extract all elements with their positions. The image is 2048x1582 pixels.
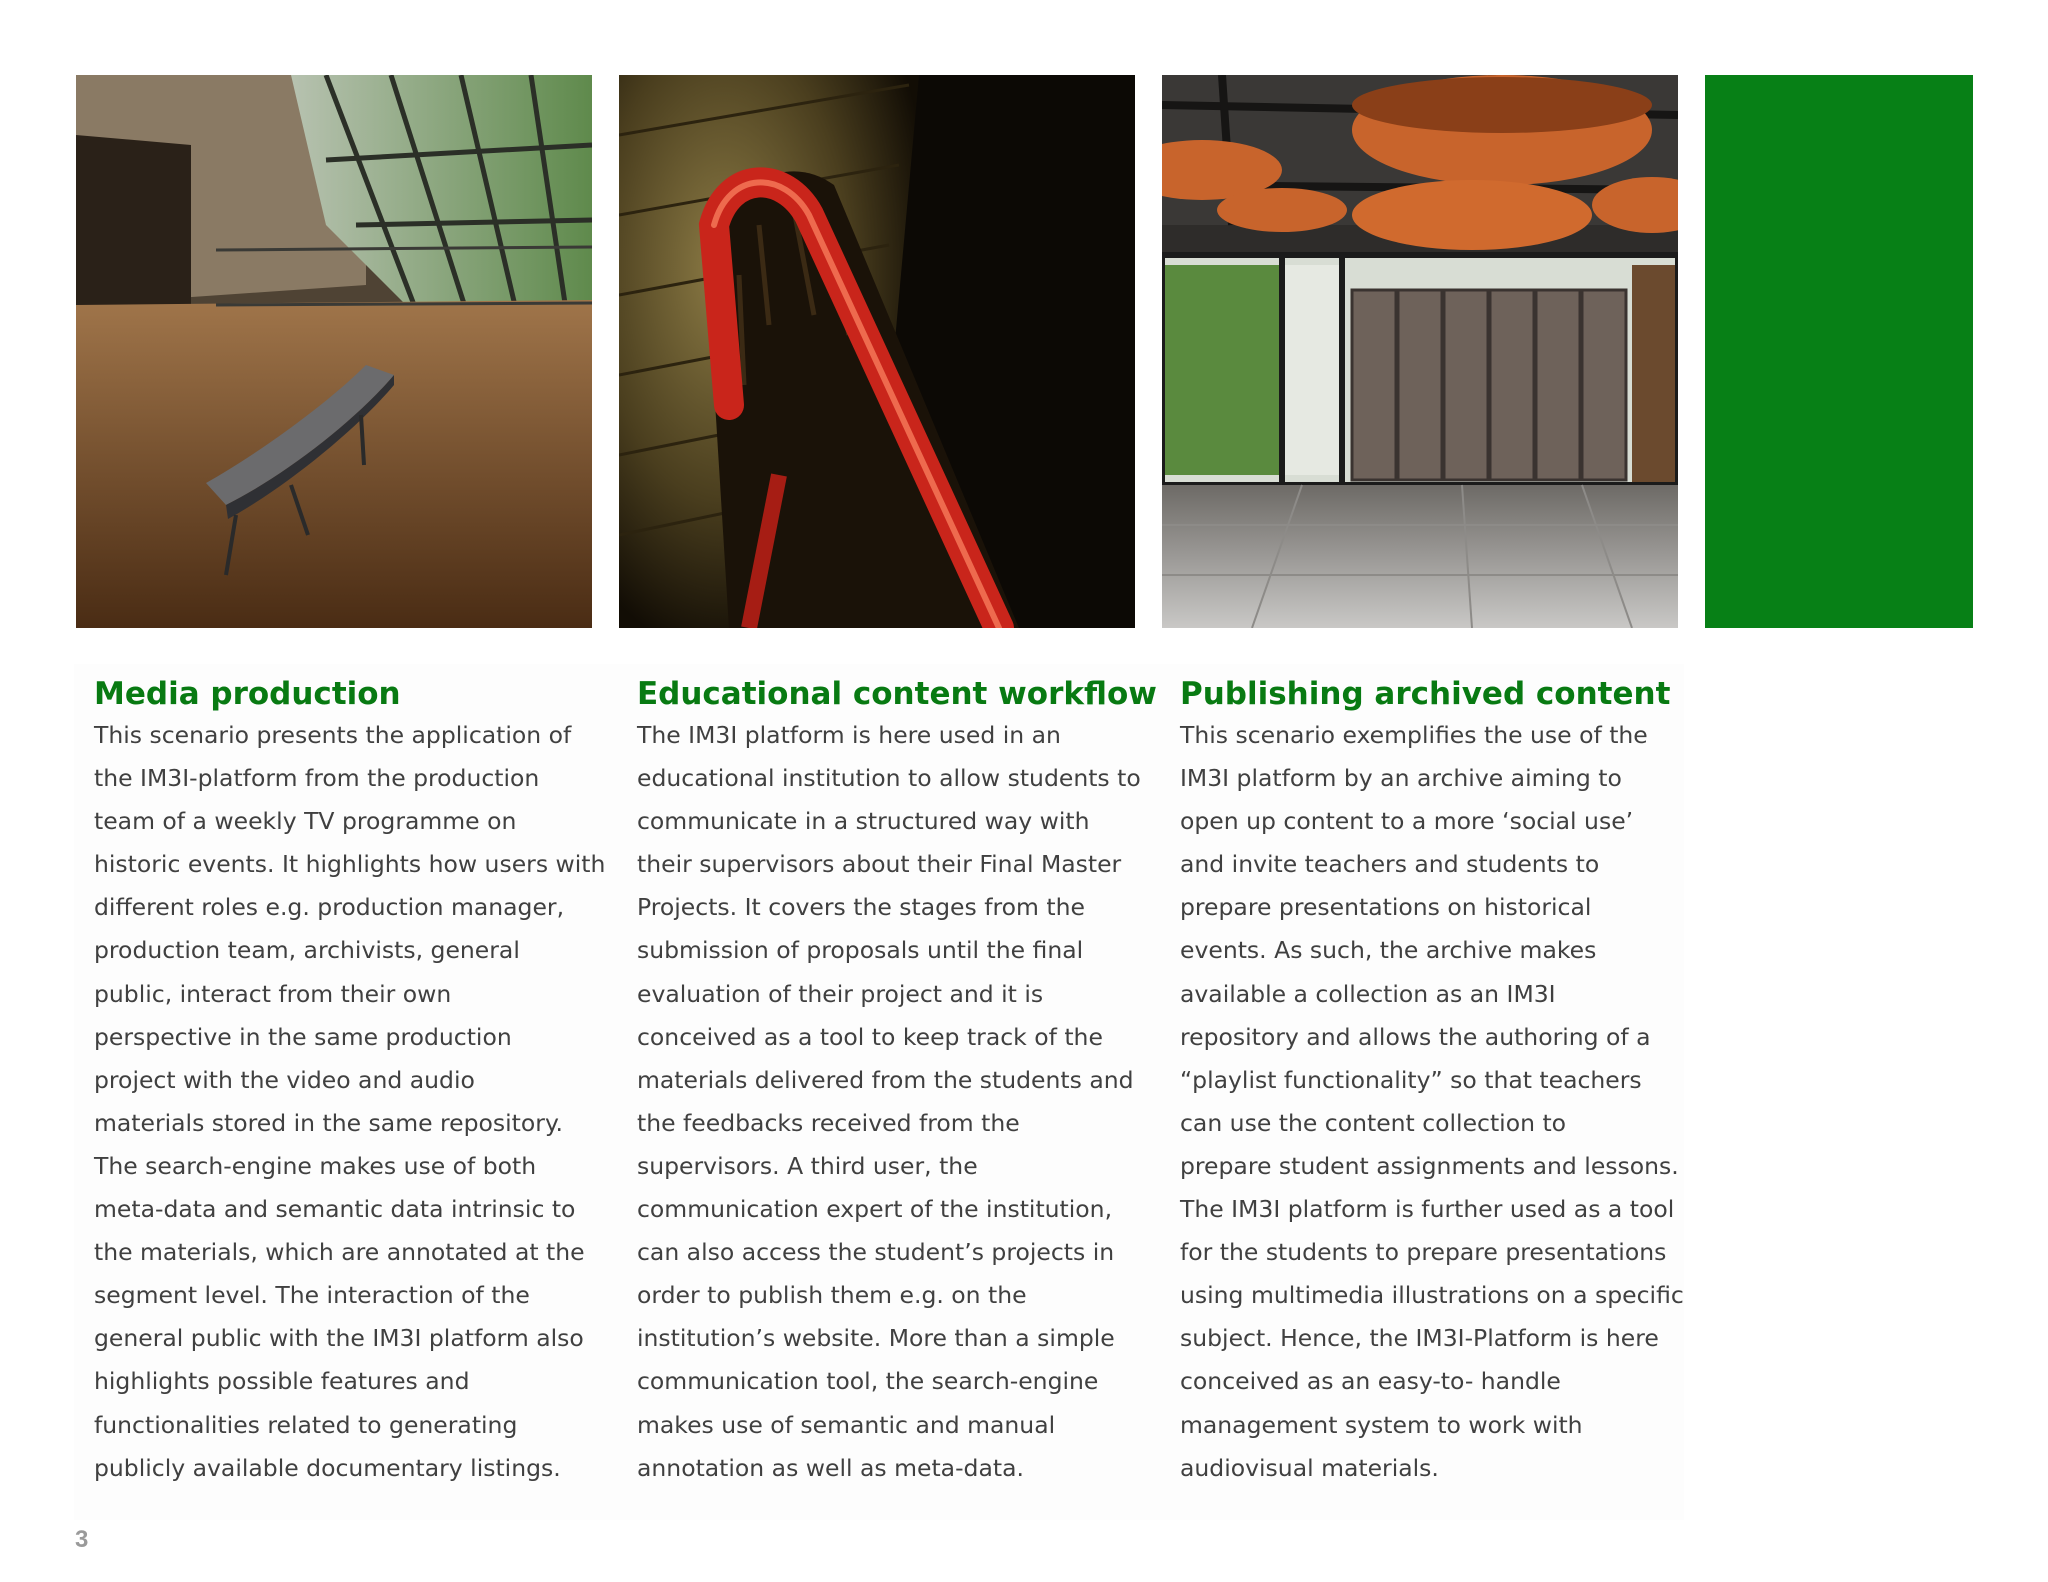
body-line: meta-data and semantic data intrinsic to [94,1195,576,1224]
column-body [637,714,1157,1490]
body-line: using multimedia illustrations on a specific [1180,1281,1684,1310]
column-title: Educational content workflow [637,676,1157,712]
body-line: This scenario exemplifies the use of the [1180,721,1648,749]
body-line: The IM3I platform is here used in an [637,721,1061,749]
body-line: conceived as a tool to keep track of the [637,1022,1103,1051]
body-line: Projects. It covers the stages from the [637,893,1085,922]
body-line: open up content to a more ‘social use’ [1180,807,1634,836]
body-line: makes use of semantic and manual [637,1410,1056,1439]
staircase-photo-icon [619,75,1135,628]
column-body [94,714,614,1490]
body-line: institution’s website. More than a simple [637,1324,1115,1353]
body-line: annotation as well as meta-data. [637,1453,1024,1482]
body-line: “playlist functionality” so that teachers [1180,1065,1642,1094]
hall-photo-icon [1162,75,1678,628]
body-line: communication expert of the institution, [637,1195,1113,1224]
body-line: their supervisors about their Final Master [637,850,1122,879]
body-line: evaluation of their project and it is [637,979,1044,1008]
body-line: publicly available documentary listings. [94,1453,561,1482]
body-line: This scenario presents the application of [94,721,572,749]
body-line: the materials, which are annotated at the [94,1238,585,1267]
column-body [1180,714,1700,1490]
body-line: project with the video and audio [94,1065,475,1094]
column-educational-workflow [637,672,1157,1490]
body-line: available a collection as an IM3I [1180,979,1556,1008]
green-accent-block [1705,75,1973,628]
body-line: submission of proposals until the final [637,936,1084,965]
page-number: 3 [75,1526,89,1553]
column-publishing-archived [1180,672,1700,1490]
body-line: The search-engine makes use of both [94,1151,537,1180]
body-line: can use the content collection to [1180,1108,1567,1137]
body-line: conceived as an easy-to- handle [1180,1367,1561,1396]
body-line: team of a weekly TV programme on [94,807,517,836]
body-line: prepare student assignments and lessons. [1180,1151,1679,1180]
body-line: repository and allows the authoring of a [1180,1022,1651,1051]
body-line: and invite teachers and students to [1180,850,1600,879]
column-title: Publishing archived content [1180,676,1671,712]
body-line: management system to work with [1180,1410,1583,1439]
body-line: events. As such, the archive makes [1180,936,1597,965]
body-line: the feedbacks received from the [637,1108,1020,1137]
body-line: can also access the student’s projects in [637,1238,1115,1267]
column-title: Media production [94,676,401,712]
body-line: historic events. It highlights how users with [94,850,606,879]
body-line: audiovisual materials. [1180,1453,1439,1482]
body-line: different roles e.g. production manager, [94,893,565,922]
body-line: general public with the IM3I platform also [94,1324,584,1353]
body-line: public, interact from their own [94,979,452,1008]
body-line: communication tool, the search-engine [637,1367,1099,1396]
body-line: subject. Hence, the IM3I-Platform is here [1180,1324,1659,1353]
atrium-photo-icon [76,75,592,628]
column-media-production [94,672,614,1490]
body-line: perspective in the same production [94,1022,512,1051]
body-line: The IM3I platform is further used as a tool [1180,1195,1675,1224]
body-line: prepare presentations on historical [1180,893,1592,922]
body-line: highlights possible features and [94,1367,470,1396]
body-line: IM3I platform by an archive aiming to [1180,764,1622,793]
body-line: order to publish them e.g. on the [637,1281,1027,1310]
body-line: functionalities related to generating [94,1410,518,1439]
body-line: the IM3I-platform from the production [94,764,540,793]
body-line: supervisors. A third user, the [637,1151,978,1180]
body-line: communicate in a structured way with [637,807,1090,836]
body-line: production team, archivists, general [94,936,520,965]
body-line: for the students to prepare presentations [1180,1238,1667,1267]
body-line: materials delivered from the students and [637,1065,1134,1094]
body-line: educational institution to allow students to [637,764,1141,793]
body-line: segment level. The interaction of the [94,1281,530,1310]
body-line: materials stored in the same repository. [94,1108,563,1137]
